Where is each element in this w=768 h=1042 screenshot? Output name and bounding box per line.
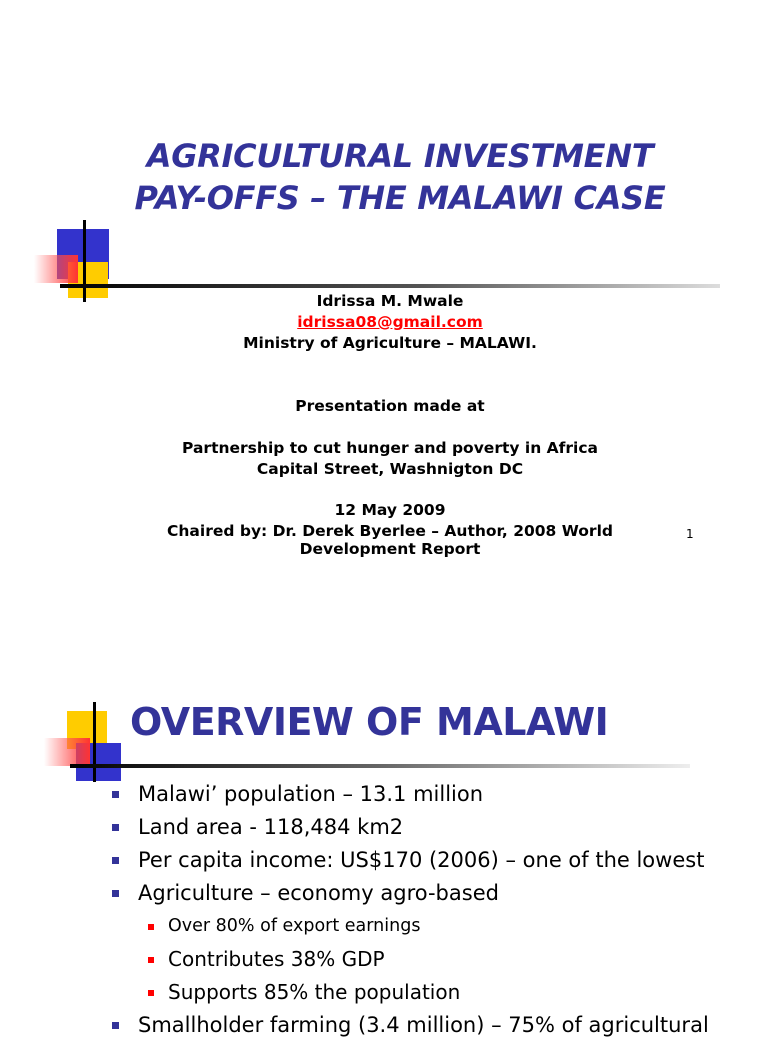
bullet-item: Per capita income: US$170 (2006) – one of the lowest xyxy=(112,844,752,877)
overview-slide xyxy=(0,690,768,1037)
presentation-label-text: Presentation made at xyxy=(295,397,485,415)
venue-line-2: Capital Street, Washnigton DC xyxy=(256,460,524,478)
slide-title: OVERVIEW OF MALAWI xyxy=(130,700,609,744)
bullet-item: Malawi’ population – 13.1 million xyxy=(112,778,752,811)
author-name: Idrissa M. Mwale xyxy=(316,292,464,310)
chair-line-2: Development Report xyxy=(299,540,481,558)
sub-bullet-item: Contributes 38% GDP xyxy=(146,943,752,976)
deco-vertical-line xyxy=(93,702,96,782)
deco-red-square xyxy=(34,255,78,283)
venue-block xyxy=(100,438,680,480)
sub-bullet-item: Supports 85% the population xyxy=(146,976,752,1009)
deco-horizontal-line xyxy=(70,764,690,768)
bullet-item: Smallholder farming (3.4 million) – 75% of agricultural xyxy=(112,1009,752,1042)
slide-title xyxy=(90,135,710,219)
chair-line-1: Chaired by: Dr. Derek Byerlee – Author, 2008 World xyxy=(167,522,613,540)
slide-title-line-1: AGRICULTURAL INVESTMENT xyxy=(146,137,654,175)
bullet-list xyxy=(112,778,752,1042)
bullet-item: Agriculture – economy agro-based xyxy=(112,877,752,910)
date-chair-block xyxy=(100,501,680,558)
page-number: 1 xyxy=(686,527,694,541)
venue-line-1: Partnership to cut hunger and poverty in Africa xyxy=(182,439,598,457)
presentation-date: 12 May 2009 xyxy=(334,501,446,519)
author-block xyxy=(100,291,680,354)
sub-bullet-item: Over 80% of export earnings xyxy=(146,910,752,943)
presentation-label xyxy=(100,396,680,417)
deco-red-square xyxy=(44,738,90,766)
affiliation: Ministry of Agriculture – MALAWI. xyxy=(243,334,537,352)
deco-horizontal-line xyxy=(60,284,720,288)
author-email-link[interactable]: idrissa08@gmail.com xyxy=(297,313,483,331)
slide-title-line-2: PAY-OFFS – THE MALAWI CASE xyxy=(134,179,666,217)
bullet-item: Land area - 118,484 km2 xyxy=(112,811,752,844)
deco-vertical-line xyxy=(83,220,86,302)
